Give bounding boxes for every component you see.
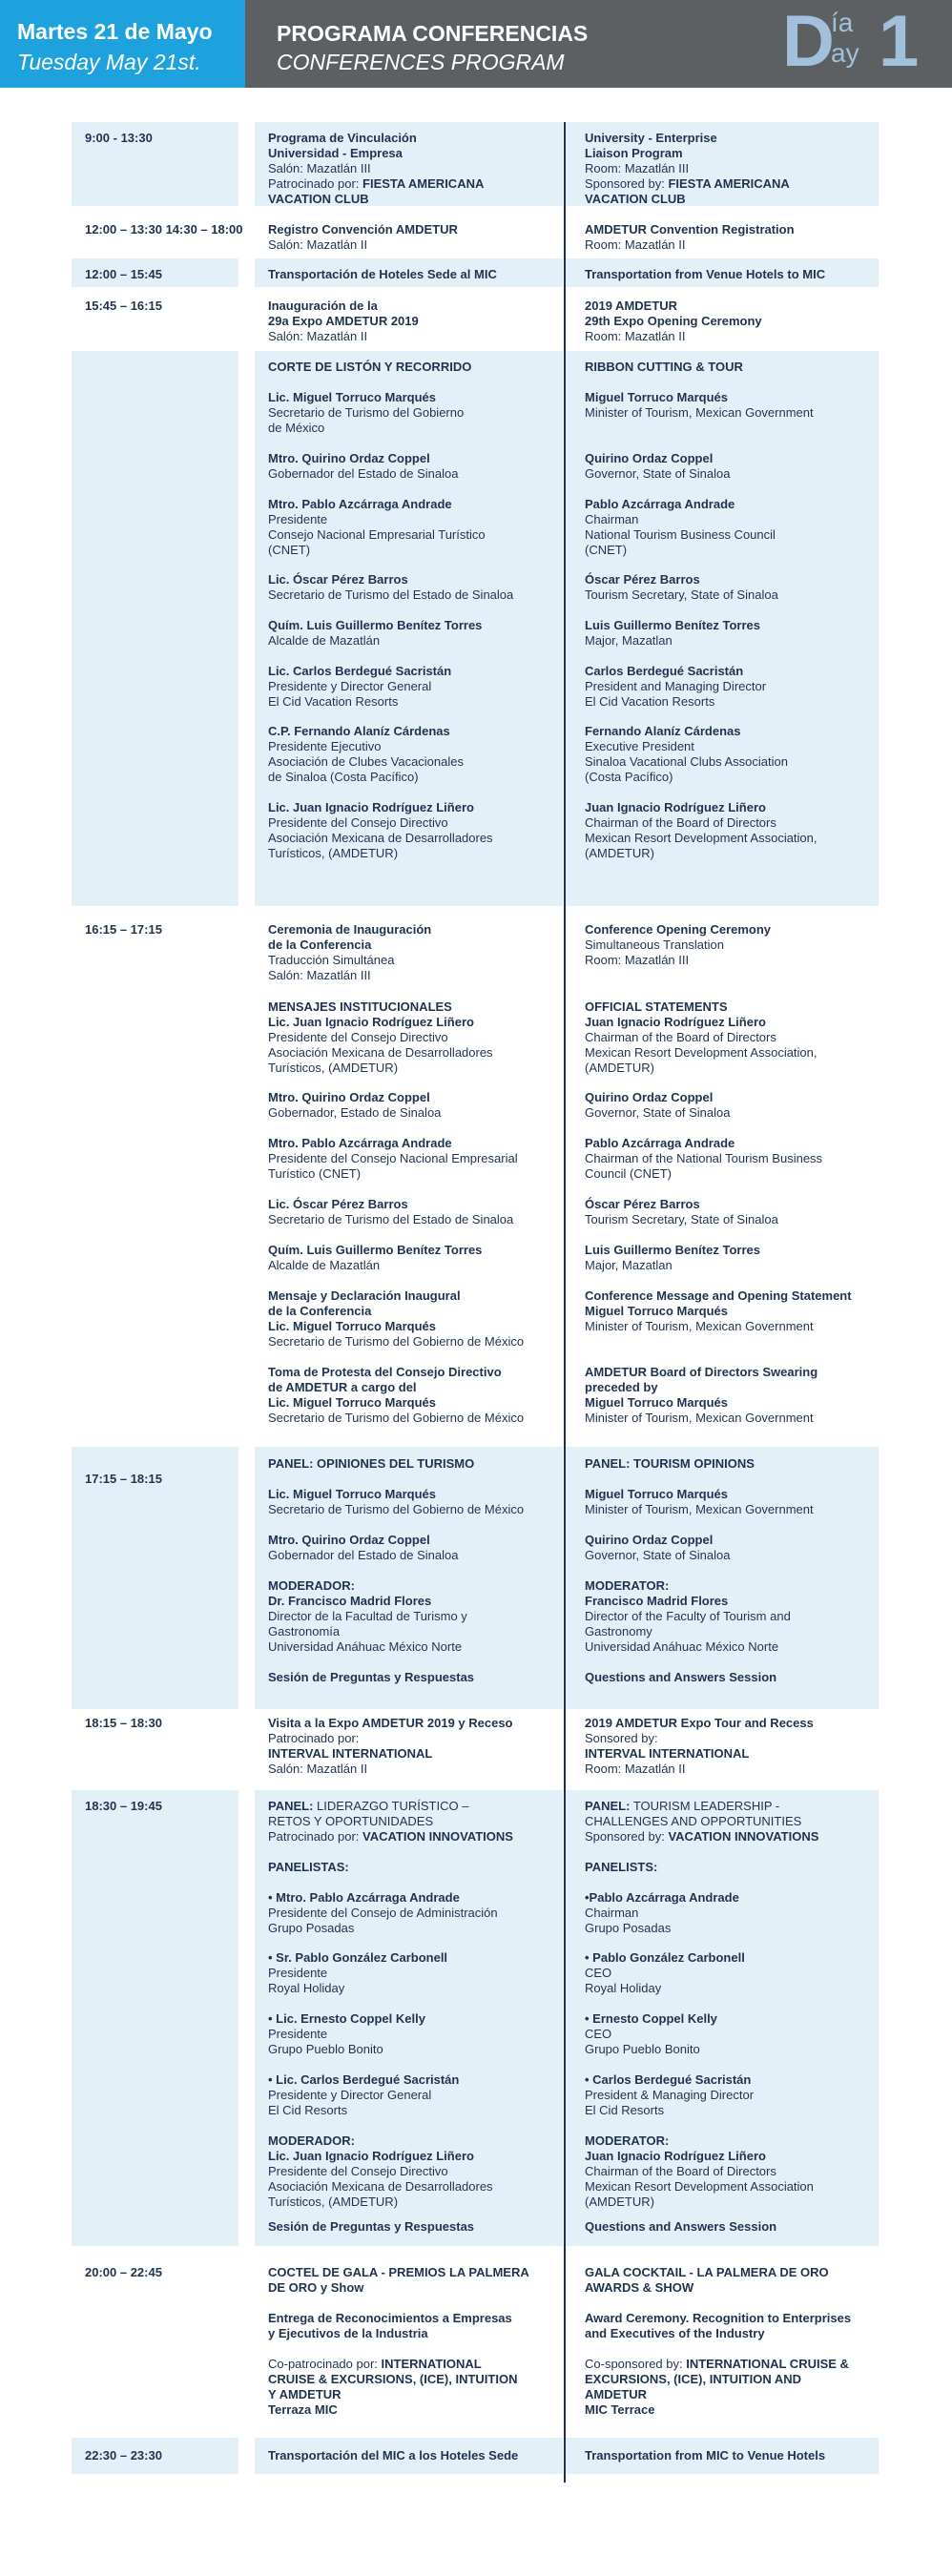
speaker-title: Presidente del Consejo Directivo Asociación Mexicana de Desarrolladores Turísticos, (AMDETUR) xyxy=(268,1030,493,1075)
sponsor-name: VACATION INNOVATIONS xyxy=(362,1829,513,1844)
sponsor-label: Co-sponsored by: xyxy=(585,2357,687,2371)
panelist-title: President & Managing Director El Cid Resorts xyxy=(585,2088,755,2117)
speaker-title: Secretario de Turismo del Estado de Sinaloa xyxy=(268,1212,514,1226)
session-title: Programa de Vinculación Universidad - Empresa xyxy=(268,131,417,160)
speaker-name: Juan Ignacio Rodríguez Liñero xyxy=(585,800,766,814)
speaker-name: Quirino Ordaz Coppel xyxy=(585,1090,714,1104)
session-room: Room: Mazatlán III xyxy=(585,161,690,175)
session-title: 2019 AMDETUR Expo Tour and Recess xyxy=(585,1716,814,1730)
speaker-entry xyxy=(585,1487,890,1517)
qa-session: Sesión de Preguntas y Respuestas xyxy=(268,2219,475,2234)
panel-label: PANEL: xyxy=(268,1799,314,1813)
speaker-title: Major, Mazatlan xyxy=(585,633,673,648)
speaker-name: Lic. Miguel Torruco Marqués xyxy=(268,1487,437,1501)
session-title: Transportación del MIC a los Hoteles Sede xyxy=(268,2448,519,2463)
speaker-name: Pablo Azcárraga Andrade xyxy=(585,497,735,511)
session-title: Inauguración de la 29a Expo AMDETUR 2019 xyxy=(268,299,419,328)
session-title: Conference Opening Ceremony xyxy=(585,922,772,937)
speaker-entry xyxy=(585,1365,890,1426)
speaker-name: Mensaje y Declaración Inaugural de la Conferencia Lic. Miguel Torruco Marqués xyxy=(268,1288,461,1333)
speaker-name: Mtro. Quirino Ordaz Coppel xyxy=(268,1090,430,1104)
moderator-name: MODERADOR: Lic. Juan Ignacio Rodríguez Liñero xyxy=(268,2133,474,2163)
speaker-name: Quím. Luis Guillermo Benítez Torres xyxy=(268,1243,483,1257)
session-title: Registro Convención AMDETUR xyxy=(268,222,458,237)
moderator-title: Director de la Facultad de Turismo y Gastronomía Universidad Anáhuac México Norte xyxy=(268,1609,467,1654)
panelist-entry xyxy=(268,2072,559,2118)
speaker-name: C.P. Fernando Alaníz Cárdenas xyxy=(268,724,450,738)
speaker-title: President and Managing Director El Cid Vacation Resorts xyxy=(585,679,767,709)
speaker-title: Governor, State of Sinaloa xyxy=(585,1548,731,1562)
speaker-entry xyxy=(268,664,559,710)
section-heading: RIBBON CUTTING & TOUR xyxy=(585,360,743,374)
panelist-name: • Pablo González Carbonell xyxy=(585,1950,745,1965)
qa-session: Questions and Answers Session xyxy=(585,2219,777,2234)
panelist-name: • Lic. Ernesto Coppel Kelly xyxy=(268,2011,425,2026)
sponsor-label: Patrocinado por: xyxy=(268,176,363,191)
session-es xyxy=(268,2265,559,2296)
speaker-title: Presidente Ejecutivo Asociación de Clubes Vacacionales de Sinaloa (Costa Pacífico) xyxy=(268,739,464,784)
speaker-title: Alcalde de Mazatlán xyxy=(268,1258,381,1272)
speaker-name: Miguel Torruco Marqués xyxy=(585,390,728,404)
session-title: AMDETUR Convention Registration xyxy=(585,222,795,237)
speaker-title: Secretario de Turismo del Gobierno de México xyxy=(268,1411,525,1425)
day-logo-ay: ay xyxy=(831,38,859,68)
speaker-entry xyxy=(585,1136,890,1182)
panelist-name: • Mtro. Pablo Azcárraga Andrade xyxy=(268,1890,460,1905)
session-es xyxy=(268,2448,559,2463)
session-title: Transportation from Venue Hotels to MIC xyxy=(585,267,826,281)
panelist-title: CEO Royal Holiday xyxy=(585,1966,662,1995)
session-title: Transportación de Hoteles Sede al MIC xyxy=(268,267,497,281)
program-title-english: CONFERENCES PROGRAM xyxy=(277,50,565,74)
speaker-entry xyxy=(585,497,890,558)
speaker-title: Governor, State of Sinaloa xyxy=(585,466,731,481)
session-room: Salón: Mazatlán III xyxy=(268,161,371,175)
session-es xyxy=(268,1716,559,1777)
session-title: GALA COCKTAIL - LA PALMERA DE ORO AWARDS & SHOW xyxy=(585,2265,829,2295)
speaker-title: Chairman of the Board of Directors Mexican Resort Development Association, (AMDETUR) xyxy=(585,815,817,860)
header-bar xyxy=(0,0,952,88)
moderator-title: Director of the Faculty of Tourism and Gastronomy Universidad Anáhuac México Norte xyxy=(585,1609,791,1654)
panelist-title: Chairman Grupo Posadas xyxy=(585,1906,672,1935)
session-es xyxy=(268,299,559,344)
sponsor-name: FIESTA AMERICANA VACATION CLUB xyxy=(268,176,485,206)
speaker-title: Secretario de Turismo del Gobierno de México xyxy=(268,405,465,435)
panelist-name: • Ernesto Coppel Kelly xyxy=(585,2011,717,2026)
session-en xyxy=(585,922,890,968)
date-box xyxy=(0,0,245,88)
time-slot: 17:15 – 18:15 xyxy=(85,1472,162,1486)
panelist-entry xyxy=(268,1890,559,1936)
speaker-title: Governor, State of Sinaloa xyxy=(585,1105,731,1120)
speaker-entry xyxy=(268,999,559,1076)
moderator-name: MODERADOR: Dr. Francisco Madrid Flores xyxy=(268,1578,432,1608)
speaker-name: OFFICIAL STATEMENTS Juan Ignacio Rodríguez Liñero xyxy=(585,999,766,1029)
speaker-entry xyxy=(268,1243,559,1273)
moderator-title: Chairman of the Board of Directors Mexican Resort Development Association (AMDETUR) xyxy=(585,2164,814,2209)
session-room: Salón: Mazatlán II xyxy=(268,329,368,343)
co-sponsor xyxy=(268,2357,559,2418)
day-logo-number: 1 xyxy=(879,1,920,82)
panelists-heading: PANELISTAS: xyxy=(268,1860,349,1874)
time-slot: 12:00 – 13:30 14:30 – 18:00 xyxy=(85,222,243,237)
session-es xyxy=(268,131,559,207)
panelist-name: •Pablo Azcárraga Andrade xyxy=(585,1890,739,1905)
session-es xyxy=(268,222,559,253)
speaker-entry xyxy=(268,1090,559,1121)
session-es xyxy=(268,1799,559,1844)
speaker-entry xyxy=(268,1197,559,1227)
speaker-title: Gobernador del Estado de Sinaloa xyxy=(268,1548,459,1562)
speaker-name: Fernando Alaníz Cárdenas xyxy=(585,724,741,738)
speaker-title: Presidente Consejo Nacional Empresarial Turístico (CNET) xyxy=(268,512,486,557)
session-room: Room: Mazatlán II xyxy=(585,1762,686,1776)
session-room: Salón: Mazatlán II xyxy=(268,237,368,252)
speaker-name: Luis Guillermo Benítez Torres xyxy=(585,1243,760,1257)
speaker-title: Presidente del Consejo Directivo Asociación Mexicana de Desarrolladores Turísticos, (AMDETUR) xyxy=(268,815,493,860)
speaker-name: Mtro. Pablo Azcárraga Andrade xyxy=(268,1136,452,1150)
speaker-entry xyxy=(585,999,890,1076)
day-logo-dia: ía xyxy=(831,8,854,37)
time-slot: 22:30 – 23:30 xyxy=(85,2448,162,2463)
panelist-name: • Lic. Carlos Berdegué Sacristán xyxy=(268,2072,460,2087)
sponsor-name: INTERVAL INTERNATIONAL xyxy=(268,1746,433,1761)
session-en xyxy=(585,267,890,282)
speaker-title: Minister of Tourism, Mexican Government xyxy=(585,1502,814,1516)
time-slot: 15:45 – 16:15 xyxy=(85,299,162,313)
moderator-title: Presidente del Consejo Directivo Asociación Mexicana de Desarrolladores Turísticos, (AMDETUR) xyxy=(268,2164,493,2209)
sponsor-label: Sponsored by: xyxy=(585,1829,669,1844)
speaker-name: Carlos Berdegué Sacristán xyxy=(585,664,744,678)
speaker-name: Mtro. Quirino Ordaz Coppel xyxy=(268,451,430,465)
speaker-name: Lic. Miguel Torruco Marqués xyxy=(268,390,437,404)
speaker-name: Quím. Luis Guillermo Benítez Torres xyxy=(268,618,483,632)
session-en xyxy=(585,1716,890,1777)
speaker-title: Minister of Tourism, Mexican Government xyxy=(585,405,814,420)
speaker-name: AMDETUR Board of Directors Swearing preceded by Miguel Torruco Marqués xyxy=(585,1365,818,1410)
panelist-name: • Sr. Pablo González Carbonell xyxy=(268,1950,448,1965)
speaker-title: Minister of Tourism, Mexican Government xyxy=(585,1411,814,1425)
speaker-entry xyxy=(268,1487,559,1517)
panel-title: LIDERAZGO TURÍSTICO – RETOS Y OPORTUNIDADES xyxy=(268,1799,469,1828)
speaker-title: Alcalde de Mazatlán xyxy=(268,633,381,648)
sponsor-label: Sonsored by: xyxy=(585,1731,658,1745)
speaker-title: Chairman of the Board of Directors Mexican Resort Development Association, (AMDETUR) xyxy=(585,1030,817,1075)
speaker-title: Major, Mazatlan xyxy=(585,1258,673,1272)
speaker-entry xyxy=(268,497,559,558)
panel-title: TOURISM LEADERSHIP - CHALLENGES AND OPPORTUNITIES xyxy=(585,1799,802,1828)
session-en xyxy=(585,1799,890,1844)
speaker-entry xyxy=(585,390,890,421)
sponsor-name: INTERNATIONAL CRUISE & EXCURSIONS, (ICE), INTUITION Y AMDETUR Terraza MIC xyxy=(268,2357,518,2417)
panelist-title: Presidente y Director General El Cid Resorts xyxy=(268,2088,432,2117)
session-en xyxy=(585,2448,890,2463)
speaker-entry xyxy=(585,1288,890,1334)
speaker-entry xyxy=(268,1533,559,1563)
session-en xyxy=(585,222,890,253)
speaker-name: MENSAJES INSTITUCIONALES Lic. Juan Ignacio Rodríguez Liñero xyxy=(268,999,474,1029)
panelist-entry xyxy=(585,2072,890,2118)
speaker-name: Quirino Ordaz Coppel xyxy=(585,1533,714,1547)
speaker-entry xyxy=(585,1197,890,1227)
date-spanish: Martes 21 de Mayo xyxy=(17,19,213,44)
speaker-entry xyxy=(585,572,890,603)
sponsor-name: VACATION INNOVATIONS xyxy=(668,1829,819,1844)
speaker-entry xyxy=(585,800,890,861)
speaker-title: Gobernador, Estado de Sinaloa xyxy=(268,1105,442,1120)
sponsor-label: Patrocinado por: xyxy=(268,1731,360,1745)
section-heading: CORTE DE LISTÓN Y RECORRIDO xyxy=(268,360,472,374)
sponsor-label: Sponsored by: xyxy=(585,176,669,191)
speaker-entry xyxy=(268,390,559,436)
column-divider xyxy=(564,122,566,2483)
moderator-name: MODERATOR: Francisco Madrid Flores xyxy=(585,1578,729,1608)
qa-session: Questions and Answers Session xyxy=(585,1670,777,1684)
speaker-name: Lic. Juan Ignacio Rodríguez Liñero xyxy=(268,800,474,814)
panelist-name: • Carlos Berdegué Sacristán xyxy=(585,2072,752,2087)
sponsor-name: INTERNATIONAL CRUISE & EXCURSIONS, (ICE), INTUITION AND AMDETUR MIC Terrace xyxy=(585,2357,849,2417)
panelist-title: Presidente del Consejo de Administración Grupo Posadas xyxy=(268,1906,498,1935)
section-heading: PANEL: TOURISM OPINIONS xyxy=(585,1456,755,1471)
session-room: Salón: Mazatlán II xyxy=(268,1762,368,1776)
speaker-title: Tourism Secretary, State of Sinaloa xyxy=(585,587,778,602)
panelist-title: CEO Grupo Pueblo Bonito xyxy=(585,2027,700,2056)
session-title: University - Enterprise Liaison Program xyxy=(585,131,717,160)
speaker-entry xyxy=(585,451,890,482)
speaker-entry xyxy=(268,572,559,603)
panelist-entry xyxy=(585,1890,890,1936)
speaker-title: Secretario de Turismo del Gobierno de México xyxy=(268,1502,525,1516)
speaker-name: Luis Guillermo Benítez Torres xyxy=(585,618,760,632)
speaker-name: Óscar Pérez Barros xyxy=(585,1197,700,1211)
speaker-title: Chairman National Tourism Business Council (CNET) xyxy=(585,512,776,557)
panelist-entry xyxy=(585,1950,890,1996)
session-es xyxy=(268,267,559,282)
speaker-title: Minister of Tourism, Mexican Government xyxy=(585,1319,814,1333)
speaker-entry xyxy=(585,1243,890,1273)
panelist-title: Presidente Grupo Pueblo Bonito xyxy=(268,2027,383,2056)
speaker-name: Quirino Ordaz Coppel xyxy=(585,451,714,465)
speaker-name: Lic. Carlos Berdegué Sacristán xyxy=(268,664,452,678)
program-title-spanish: PROGRAMA CONFERENCIAS xyxy=(277,21,589,46)
speaker-entry xyxy=(268,1288,559,1350)
date-english: Tuesday May 21st. xyxy=(17,50,201,74)
award-ceremony: Award Ceremony. Recognition to Enterprises and Executives of the Industry xyxy=(585,2311,852,2340)
speaker-title: Presidente y Director General El Cid Vacation Resorts xyxy=(268,679,432,709)
speaker-entry xyxy=(585,1090,890,1121)
panelist-entry xyxy=(268,2011,559,2057)
sponsor-label: Co-patrocinado por: xyxy=(268,2357,382,2371)
time-slot: 18:30 – 19:45 xyxy=(85,1799,162,1813)
qa-session: Sesión de Preguntas y Respuestas xyxy=(268,1670,475,1684)
sponsor-label: Patrocinado por: xyxy=(268,1829,363,1844)
panelist-title: Presidente Royal Holiday xyxy=(268,1966,345,1995)
speaker-entry xyxy=(585,1533,890,1563)
award-ceremony: Entrega de Reconocimientos a Empresas y Ejecutivos de la Industria xyxy=(268,2311,512,2340)
session-title: COCTEL DE GALA - PREMIOS LA PALMERA DE ORO y Show xyxy=(268,2265,529,2295)
panelists-heading: PANELISTS: xyxy=(585,1860,658,1874)
speaker-entry xyxy=(268,1365,559,1426)
speaker-title: Gobernador del Estado de Sinaloa xyxy=(268,466,459,481)
session-title: 2019 AMDETUR 29th Expo Opening Ceremony xyxy=(585,299,762,328)
speaker-name: Pablo Azcárraga Andrade xyxy=(585,1136,735,1150)
speaker-name: Mtro. Pablo Azcárraga Andrade xyxy=(268,497,452,511)
session-en xyxy=(585,131,890,207)
speaker-entry xyxy=(585,618,890,649)
speaker-title: Executive President Sinaloa Vacational Clubs Association (Costa Pacífico) xyxy=(585,739,788,784)
sponsor-name: FIESTA AMERICANA VACATION CLUB xyxy=(585,176,790,206)
panel-label: PANEL: xyxy=(585,1799,631,1813)
row-bg-time xyxy=(72,351,238,906)
session-title: Visita a la Expo AMDETUR 2019 y Receso xyxy=(268,1716,513,1730)
panelist-entry xyxy=(268,1950,559,1996)
session-room: Room: Mazatlán II xyxy=(585,237,686,252)
speaker-entry xyxy=(268,618,559,649)
co-sponsor xyxy=(585,2357,890,2418)
speaker-entry xyxy=(585,724,890,785)
speaker-entry xyxy=(268,1136,559,1182)
session-room: Room: Mazatlán II xyxy=(585,329,686,343)
session-room: Traducción Simultánea Salón: Mazatlán III xyxy=(268,953,395,982)
speaker-name: Lic. Óscar Pérez Barros xyxy=(268,572,408,587)
time-slot: 12:00 – 15:45 xyxy=(85,267,162,281)
speaker-title: Secretario de Turismo del Estado de Sinaloa xyxy=(268,587,514,602)
session-title: Ceremonia de Inauguración de la Conferencia xyxy=(268,922,432,952)
session-title: Transportation from MIC to Venue Hotels xyxy=(585,2448,826,2463)
speaker-entry xyxy=(268,800,559,861)
speaker-name: Conference Message and Opening Statement Miguel Torruco Marqués xyxy=(585,1288,852,1318)
speaker-title: Presidente del Consejo Nacional Empresarial Turístico (CNET) xyxy=(268,1151,518,1181)
moderator-entry xyxy=(268,2133,559,2210)
speaker-entry xyxy=(268,451,559,482)
sponsor-name: INTERVAL INTERNATIONAL xyxy=(585,1746,750,1761)
moderator-name: MODERATOR: Juan Ignacio Rodríguez Liñero xyxy=(585,2133,766,2163)
session-en xyxy=(585,2265,890,2296)
moderator-entry xyxy=(585,2133,890,2210)
moderator-entry xyxy=(268,1578,559,1655)
session-es xyxy=(268,922,559,983)
session-room: Simultaneous Translation Room: Mazatlán III xyxy=(585,938,724,967)
speaker-name: Miguel Torruco Marqués xyxy=(585,1487,728,1501)
speaker-name: Toma de Protesta del Consejo Directivo de AMDETUR a cargo del Lic. Miguel Torruco Marqués xyxy=(268,1365,502,1410)
time-slot: 18:15 – 18:30 xyxy=(85,1716,162,1730)
moderator-entry xyxy=(585,1578,890,1655)
speaker-title: Chairman of the National Tourism Business Council (CNET) xyxy=(585,1151,823,1181)
speaker-name: Mtro. Quirino Ordaz Coppel xyxy=(268,1533,430,1547)
speaker-entry xyxy=(268,724,559,785)
time-slot: 16:15 – 17:15 xyxy=(85,922,162,937)
row-bg-time xyxy=(72,1790,238,2246)
time-slot: 20:00 – 22:45 xyxy=(85,2265,162,2279)
session-en xyxy=(585,299,890,344)
day-logo-letter: D xyxy=(782,1,835,82)
speaker-name: Óscar Pérez Barros xyxy=(585,572,700,587)
section-heading: PANEL: OPINIONES DEL TURISMO xyxy=(268,1456,475,1471)
speaker-title: Tourism Secretary, State of Sinaloa xyxy=(585,1212,778,1226)
panelist-entry xyxy=(585,2011,890,2057)
speaker-title: Secretario de Turismo del Gobierno de México xyxy=(268,1334,525,1349)
speaker-name: Lic. Óscar Pérez Barros xyxy=(268,1197,408,1211)
time-slot: 9:00 - 13:30 xyxy=(85,131,153,145)
speaker-entry xyxy=(585,664,890,710)
